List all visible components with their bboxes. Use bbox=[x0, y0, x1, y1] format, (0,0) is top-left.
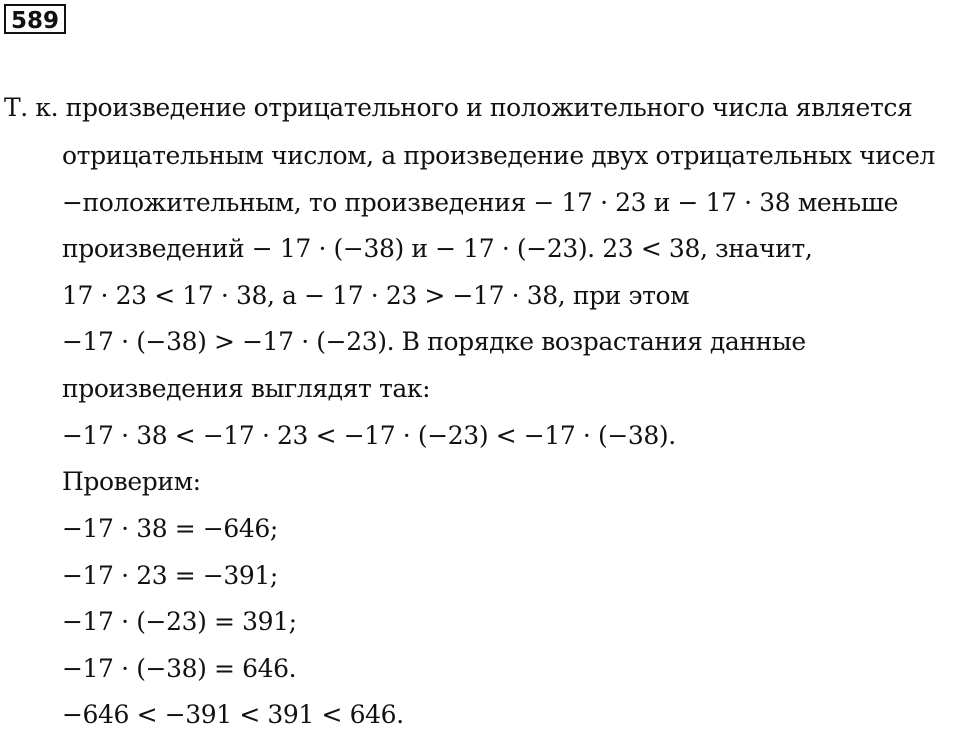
ordering-line: −17 · 38 < −17 · 23 < −17 · (−23) < −17 · (−38). bbox=[62, 421, 676, 450]
check-line-2: −17 · 23 = −391; bbox=[62, 561, 278, 590]
check-line-4: −17 · (−38) = 646. bbox=[62, 654, 297, 683]
result-line: −646 < −391 < 391 < 646. bbox=[62, 700, 404, 729]
check-line-3: −17 · (−23) = 391; bbox=[62, 607, 297, 636]
check-heading: Проверим: bbox=[62, 467, 201, 496]
text-line-2: отрицательным числом, а произведение двух отрицательных чисел bbox=[62, 141, 936, 170]
text-line-1: Т. к. произведение отрицательного и положительного числа является bbox=[4, 93, 913, 122]
text-line-7: произведения выглядят так: bbox=[62, 374, 431, 403]
text-line-3: −положительным, то произведения − 17 · 23 и − 17 · 38 меньше bbox=[62, 188, 898, 217]
text-line-5: 17 · 23 < 17 · 38, а − 17 · 23 > −17 · 38, при этом bbox=[62, 281, 690, 310]
text-line-6: −17 · (−38) > −17 · (−23). В порядке возрастания данные bbox=[62, 327, 806, 356]
text-line-4: произведений − 17 · (−38) и − 17 · (−23). 23 < 38, значит, bbox=[62, 234, 813, 263]
problem-number: 589 bbox=[4, 4, 66, 34]
check-line-1: −17 · 38 = −646; bbox=[62, 514, 278, 543]
